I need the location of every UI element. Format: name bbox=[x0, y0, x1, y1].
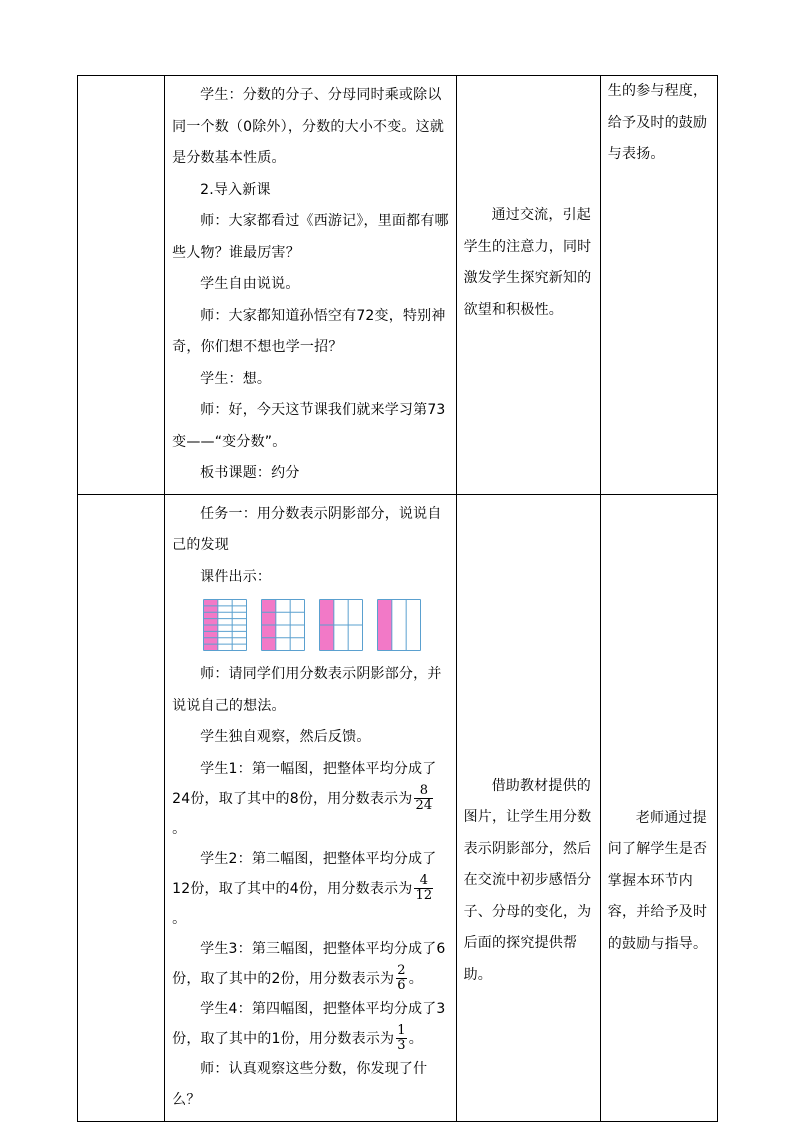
fraction-figure-3 bbox=[319, 599, 363, 651]
paragraph: 课件出示： bbox=[200, 568, 272, 585]
stage-cell bbox=[78, 494, 165, 1121]
paragraph: 板书课题：约分 bbox=[200, 465, 300, 481]
shaded-part bbox=[378, 600, 392, 651]
paragraph: 任务一：用分数表示阴影部分，说说自己的发现 bbox=[172, 505, 442, 553]
period: 。 bbox=[172, 820, 187, 837]
period: 。 bbox=[408, 1030, 423, 1047]
evaluation-text: 老师通过提问了解学生是否掌握本环节内容，并给予及时的鼓励与指导。 bbox=[607, 809, 708, 952]
lesson-table bbox=[77, 75, 718, 1122]
paragraph: 师：好，今天这节课我们就来学习第73变——“变分数”。 bbox=[172, 402, 446, 450]
student-3-text: 学生3：第三幅图，把整体平均分成了6份，取了其中的2份，用分数表示为 bbox=[172, 940, 446, 987]
denominator: 12 bbox=[415, 888, 433, 903]
fraction-figures bbox=[172, 593, 449, 659]
intent-text: 通过交流，引起学生的注意力，同时激发学生探究新知的欲望和积极性。 bbox=[463, 207, 592, 318]
fraction bbox=[414, 784, 433, 813]
period: 。 bbox=[408, 970, 423, 987]
paragraph bbox=[172, 754, 449, 844]
student-1-text: 学生1：第一幅图，把整体平均分成了24份，取了其中的8份，用分数表示为 bbox=[172, 760, 437, 807]
evaluation-cell bbox=[600, 494, 717, 1121]
paragraph: 2.导入新课 bbox=[200, 181, 271, 198]
process-cell bbox=[165, 76, 456, 495]
fraction bbox=[396, 1024, 406, 1053]
paragraph: 师：认真观察这些分数，你发现了什么？ bbox=[172, 1060, 428, 1108]
paragraph: 学生：想。 bbox=[200, 370, 272, 387]
intent-text: 借助教材提供的图片，让学生用分数表示阴影部分，然后在交流中初步感悟分子、分母的变化，为后面的探究提供帮助。 bbox=[463, 777, 592, 983]
numerator: 1 bbox=[397, 1023, 406, 1038]
numerator: 2 bbox=[397, 963, 406, 978]
numerator: 4 bbox=[414, 874, 433, 889]
fraction-figure-1 bbox=[203, 599, 247, 651]
evaluation-cell bbox=[600, 76, 717, 495]
stage-cell bbox=[78, 76, 165, 495]
denominator: 3 bbox=[397, 1038, 406, 1053]
fraction bbox=[414, 874, 433, 903]
fraction-figure-2 bbox=[261, 599, 305, 651]
paragraph bbox=[172, 844, 449, 934]
period: 。 bbox=[172, 910, 187, 927]
student-4-text: 学生4：第四幅图，把整体平均分成了3份，取了其中的1份，用分数表示为 bbox=[172, 1000, 446, 1047]
intent-cell bbox=[456, 76, 600, 495]
evaluation-text: 生的参与程度，给予及时的鼓励与表扬。 bbox=[607, 83, 708, 162]
paragraph: 师：大家都看过《西游记》，里面都有哪些人物？谁最厉害？ bbox=[172, 213, 449, 261]
paragraph: 学生：分数的分子、分母同时乘或除以同一个数（0除外），分数的大小不变。这就是分数基本性质。 bbox=[172, 87, 445, 166]
denominator: 24 bbox=[415, 798, 433, 813]
paragraph: 学生自由说说。 bbox=[200, 276, 300, 292]
denominator: 6 bbox=[397, 978, 406, 993]
fraction-figure-4 bbox=[377, 599, 421, 651]
paragraph bbox=[172, 934, 449, 994]
process-cell bbox=[165, 494, 456, 1121]
intent-cell bbox=[456, 494, 600, 1121]
paragraph bbox=[172, 994, 449, 1054]
fraction bbox=[396, 964, 406, 993]
student-2-text: 学生2：第二幅图，把整体平均分成了12份，取了其中的4份，用分数表示为 bbox=[172, 850, 437, 897]
numerator: 8 bbox=[414, 784, 433, 799]
table-row bbox=[78, 494, 718, 1121]
paragraph: 师：大家都知道孙悟空有72变，特别神奇，你们想不想也学一招？ bbox=[172, 307, 446, 355]
table-row bbox=[78, 76, 718, 495]
paragraph: 师：请同学们用分数表示阴影部分，并说说自己的想法。 bbox=[172, 666, 442, 714]
paragraph: 学生独自观察，然后反馈。 bbox=[200, 729, 371, 745]
